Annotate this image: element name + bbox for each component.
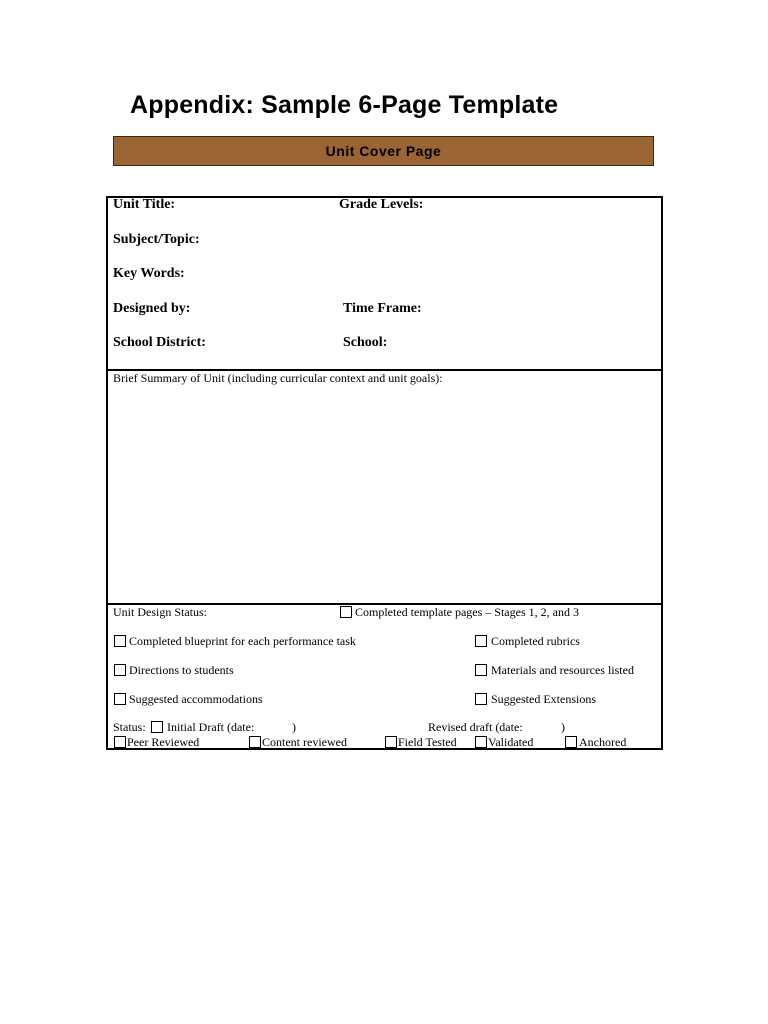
accommodations-checkbox[interactable]	[114, 693, 126, 705]
extensions-checkbox[interactable]	[475, 693, 487, 705]
designed-by-label: Designed by:	[113, 301, 191, 316]
materials-label: Materials and resources listed	[491, 663, 634, 677]
field-tested-checkbox[interactable]	[385, 736, 397, 748]
school-label: School:	[343, 335, 388, 350]
completed-template-label: Completed template pages – Stages 1, 2, and 3	[355, 605, 579, 619]
summary-label: Brief Summary of Unit (including curricular context and unit goals):	[113, 371, 443, 385]
content-reviewed-checkbox[interactable]	[249, 736, 261, 748]
directions-label: Directions to students	[129, 663, 234, 677]
rubrics-label: Completed rubrics	[491, 634, 580, 648]
initial-draft-label: Initial Draft (date:	[167, 720, 255, 734]
unit-cover-page-banner	[113, 136, 654, 166]
directions-checkbox[interactable]	[114, 664, 126, 676]
status-label: Status:	[113, 720, 146, 734]
completed-template-checkbox[interactable]	[340, 606, 352, 618]
initial-draft-close: )	[292, 720, 296, 734]
blueprint-label: Completed blueprint for each performance task	[129, 634, 356, 648]
peer-reviewed-label: Peer Reviewed	[127, 735, 200, 749]
design-status-label: Unit Design Status:	[113, 605, 208, 619]
anchored-checkbox[interactable]	[565, 736, 577, 748]
page-title: Appendix: Sample 6-Page Template	[130, 91, 559, 119]
anchored-label: Anchored	[579, 735, 627, 749]
key-words-label: Key Words:	[113, 266, 185, 281]
revised-draft-close: )	[561, 720, 565, 734]
blueprint-checkbox[interactable]	[114, 635, 126, 647]
accommodations-label: Suggested accommodations	[129, 692, 263, 706]
extensions-label: Suggested Extensions	[491, 692, 596, 706]
field-tested-label: Field Tested	[398, 735, 457, 749]
banner-label: Unit Cover Page	[325, 143, 442, 159]
grade-levels-label: Grade Levels:	[339, 197, 424, 212]
validated-label: Validated	[488, 735, 534, 749]
unit-title-label: Unit Title:	[113, 197, 176, 212]
validated-checkbox[interactable]	[475, 736, 487, 748]
initial-draft-checkbox[interactable]	[151, 721, 163, 733]
rubrics-checkbox[interactable]	[475, 635, 487, 647]
content-reviewed-label: Content reviewed	[262, 735, 347, 749]
materials-checkbox[interactable]	[475, 664, 487, 676]
school-district-label: School District:	[113, 335, 206, 350]
peer-reviewed-checkbox[interactable]	[114, 736, 126, 748]
time-frame-label: Time Frame:	[343, 301, 422, 316]
subject-topic-label: Subject/Topic:	[113, 232, 200, 247]
revised-draft-label: Revised draft (date:	[428, 720, 523, 734]
